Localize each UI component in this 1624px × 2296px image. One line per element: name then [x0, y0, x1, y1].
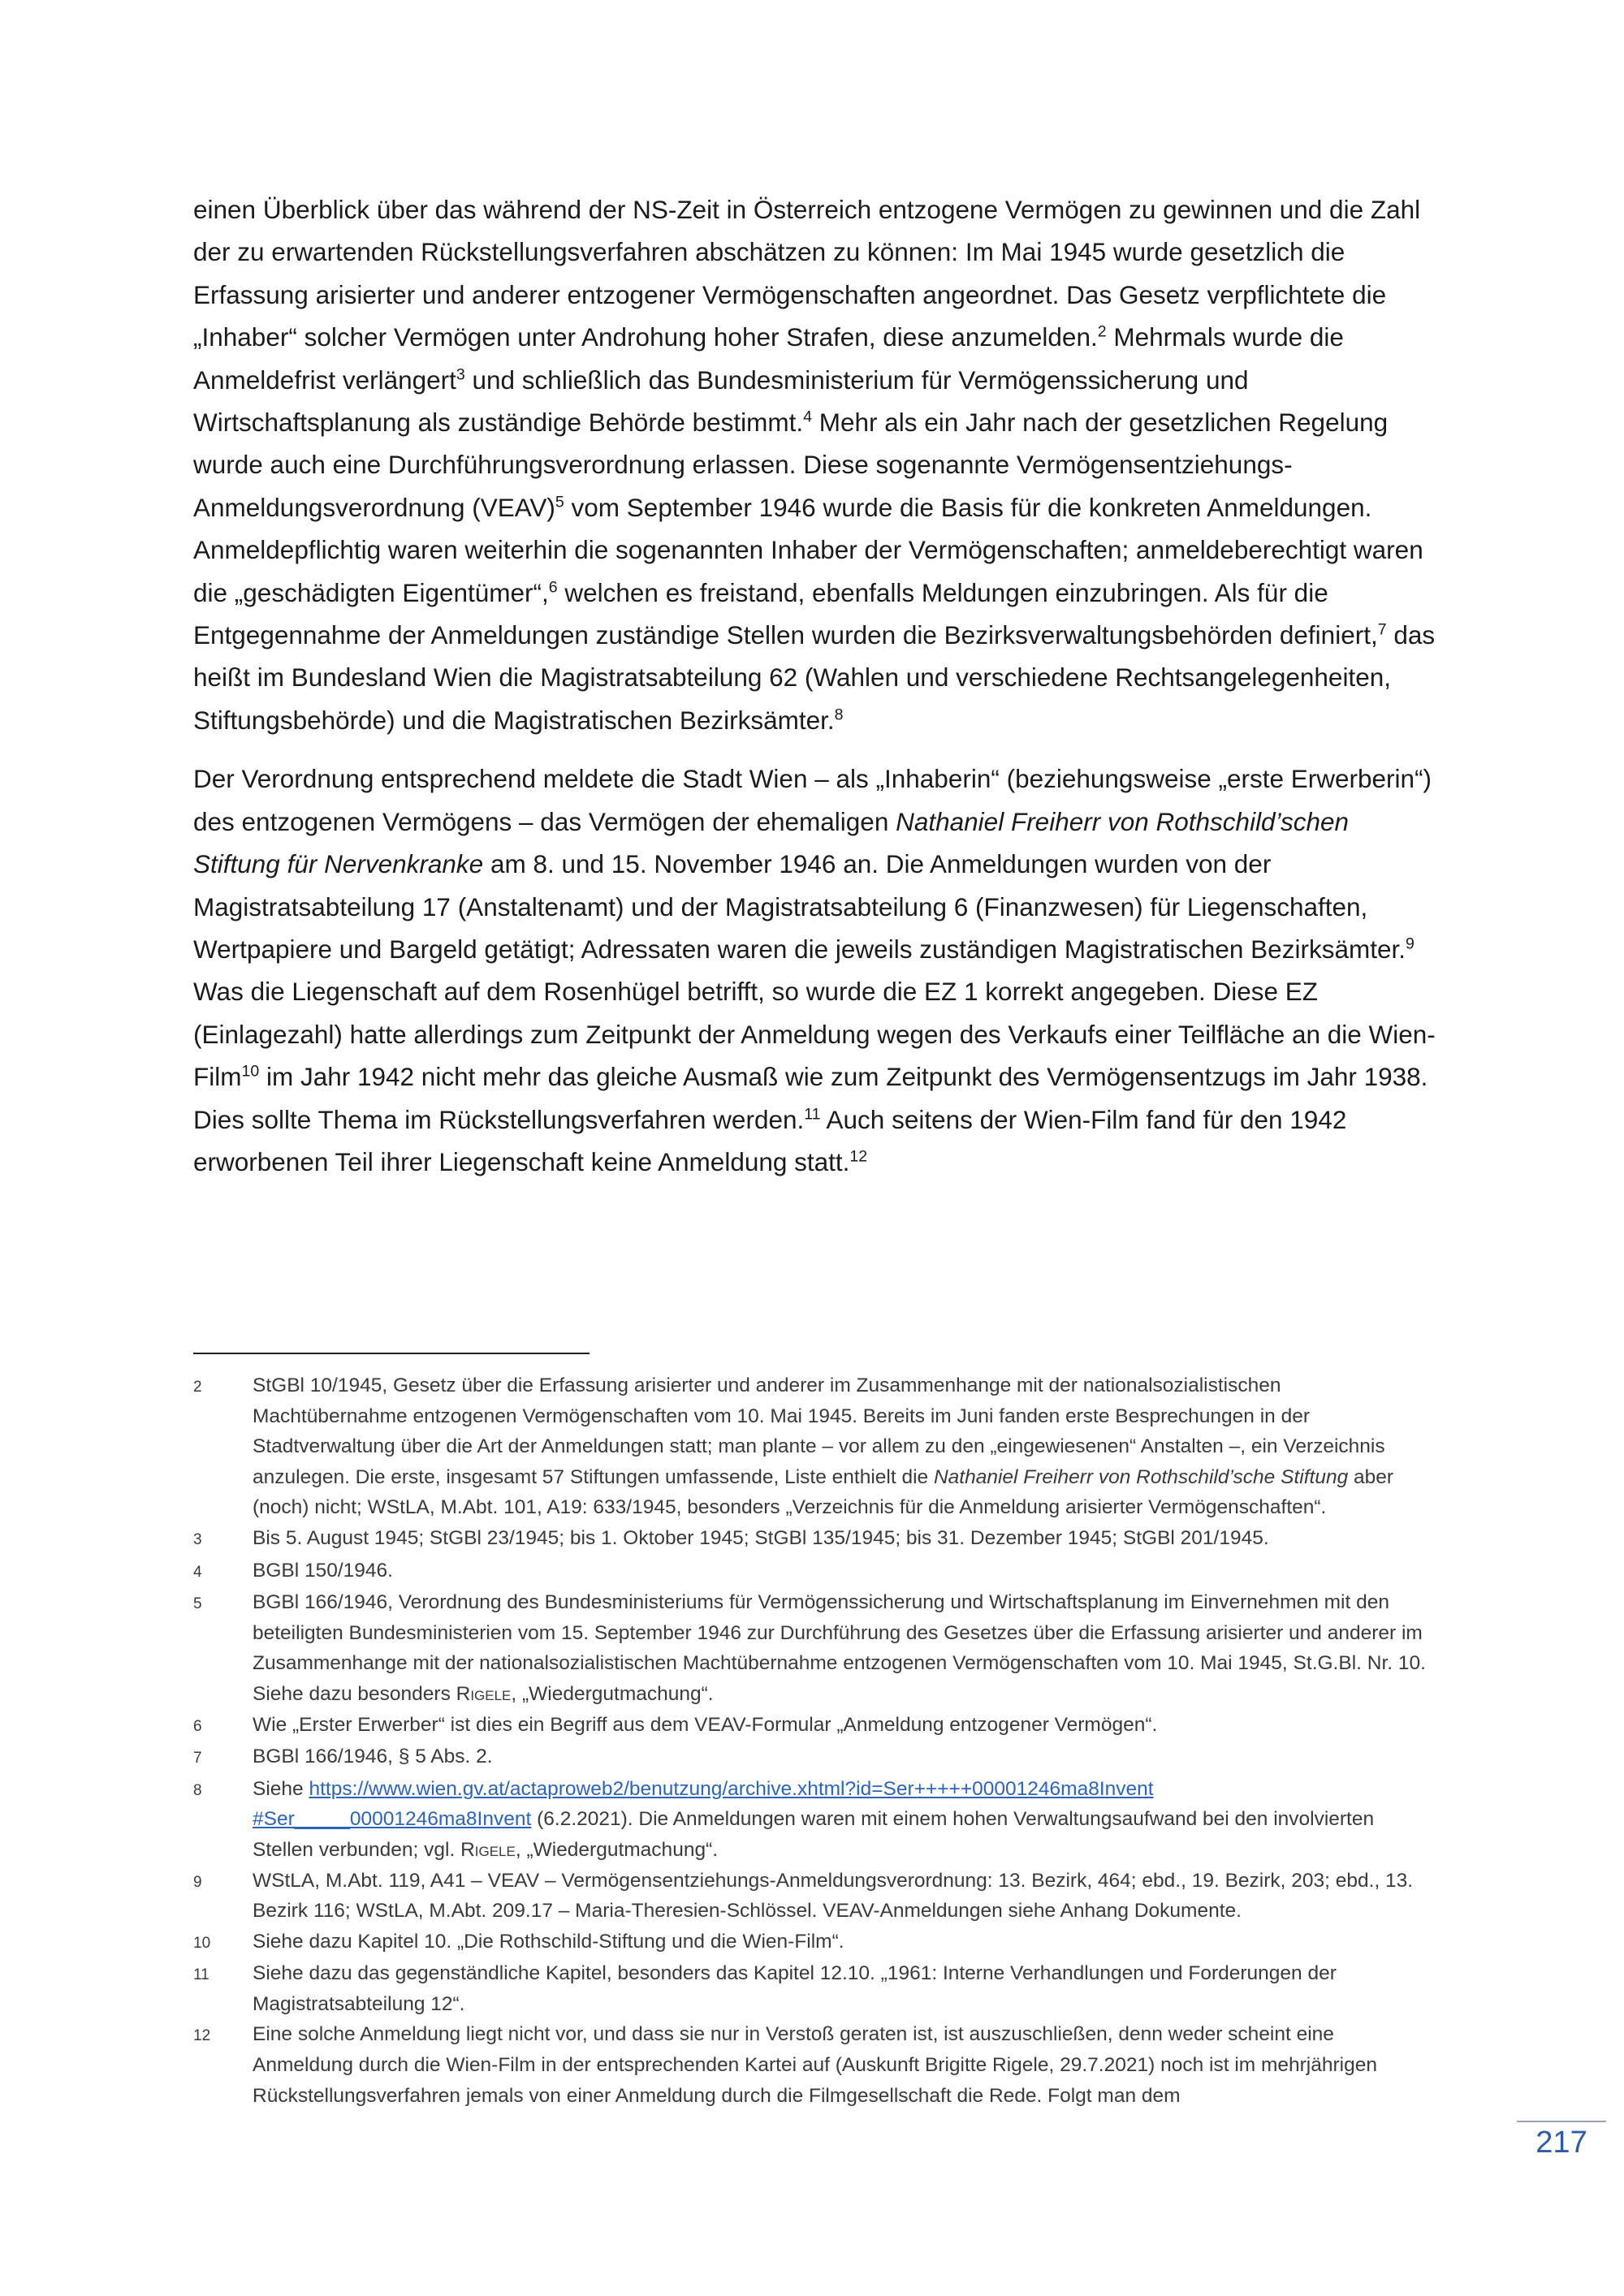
footnote-separator — [193, 1353, 590, 1354]
footnote-2: 2 StGBl 10/1945, Gesetz über die Erfassung arisierter und anderer im Zusammenhange mit der nationalsozialistischen Machtübernahme entzogenen Vermögenschaften vom 10. Mai 1945. Bereits im Juni fanden erste Besprechungen in der Stadtverwaltung über die Art der Anmeldungen statt; man plante – vor allem zu den „eingewiesenen“ Anstalten –, ein Verzeichnis anzulegen. Die erste, insgesamt 57 Stiftungen umfassende, Liste enthielt die Nathaniel Freiherr von Rothschild’sche Stiftung aber (noch) nicht; WStLA, M.Abt. 101, A19: 633/1945, besonders „Verzeichnis für die Anmeldung arisierter Vermögenschaften“. — [193, 1370, 1437, 1523]
main-text — [193, 188, 1436, 1183]
footnote-number: 4 — [193, 1563, 202, 1581]
footnote-5: 5 BGBl 166/1946, Verordnung des Bundesministeriums für Vermögenssicherung und Wirtschaftsplanung im Einvernehmen mit den beteiligten Bundesministerien vom 15. September 1946 zur Durchführung des Gesetzes über die Erfassung arisierter und anderer im Zusammenhange mit der nationalsozialistischen Machtübernahme entzogenen Vermögenschaften vom 10. Mai 1945, St.G.Bl. Nr. 10. Siehe dazu besonders Rigele, „Wiedergutmachung“. — [193, 1587, 1437, 1709]
paragraph-2: Der Verordnung entsprechend meldete die Stadt Wien – als „Inhaberin“ (beziehungsweise „erste Erwerberin“) des entzogenen Vermögens – das Vermögen der ehemaligen Nathaniel Freiherr von Rothschild’schen Stiftung für Nervenkranke am 8. und 15. November 1946 an. Die Anmeldungen wurden von der Magistratsabteilung 17 (Anstaltenamt) und der Magistratsabteilung 6 (Finanzwesen) für Liegenschaften, Wertpapiere und Bargeld getätigt; Adressaten waren die jeweils zuständigen Magistratischen Bezirksämter.$^9$ Was die Liegenschaft auf dem Rosenhügel betrifft, so wurde die EZ 1 korrekt angegeben. Diese EZ (Einlagezahl) hatte allerdings zum Zeitpunkt der Anmeldung wegen des Verkaufs einer Teilfläche an die Wien-Film$^{10}$ im Jahr 1942 nicht mehr das gleiche Ausmaß wie zum Zeitpunkt des Vermögensentzugs im Jahr 1938. Dies sollte Thema im Rückstellungsverfahren werden.$^{11}$ Auch seitens der Wien-Film fand für den 1942 erworbenen Teil ihrer Liegenschaft keine Anmeldung statt.$^{12}$ — [193, 764, 1436, 1176]
foundation-name: Nathaniel Freiherr von Rothschild’schen Stiftung für Nervenkranke — [193, 806, 1350, 879]
footnote-number: 6 — [193, 1717, 202, 1735]
footnote-3: 3 Bis 5. August 1945; StGBl 23/1945; bis 1. Oktober 1945; StGBl 135/1945; bis 31. Dezember 1945; StGBl 201/1945. — [193, 1523, 1437, 1556]
footnote-number: 8 — [193, 1781, 202, 1799]
paragraph-1: einen Überblick über das während der NS-Zeit in Österreich entzogene Vermögen zu gewinnen und die Zahl der zu erwartenden Rückstellungsverfahren abschätzen zu können: Im Mai 1945 wurde gesetzlich die Erfassung arisierter und anderer entzogener Vermögenschaften angeordnet. Das Gesetz verpflichtete die „Inhaber“ solcher Vermögen unter Androhung hoher Strafen, diese anzumelden.$^2$ Mehrmals wurde die Anmeldefrist verlängert$^3$ und schließlich das Bundesministerium für Vermögenssicherung und Wirtschaftsplanung als zuständige Behörde bestimmt.$^4$ Mehr als ein Jahr nach der gesetzlichen Regelung wurde auch eine Durchführungsverordnung erlassen. Diese sogenannte Vermögensentziehungs-Anmeldungsverordnung (VEAV)$^5$ vom September 1946 wurde die Basis für die konkreten Anmeldungen. Anmeldepflichtig waren weiterhin die sogenannten Inhaber der Vermögenschaften; anmeldeberechtigt waren die „geschädigten Eigentümer“,$^6$ welchen es freistand, ebenfalls Meldungen einzubringen. Als für die Entgegennahme der Anmeldungen zuständige Stellen wurden die Bezirksverwaltungsbehörden definiert,$^7$ das heißt im Bundesland Wien die Magistratsabteilung 62 (Wahlen und verschiedene Rechtsangelegenheiten, Stiftungsbehörde) und die Magistratischen Bezirksämter.$^8$ — [193, 195, 1436, 735]
footnote-number: 11 — [193, 1966, 209, 1984]
footnote-number: 3 — [193, 1530, 202, 1548]
footnote-number: 12 — [193, 2027, 211, 2045]
author-name: Rigele — [456, 1682, 512, 1705]
footnote-number: 5 — [193, 1595, 202, 1613]
footnote-ref-5[interactable]: 5 — [555, 493, 564, 511]
footnotes — [193, 1370, 1437, 2111]
footnote-number: 2 — [193, 1379, 202, 1396]
footnote-number: 9 — [193, 1873, 202, 1891]
footnote-ref-11[interactable]: 11 — [804, 1105, 821, 1124]
footnote-9: 9 WStLA, M.Abt. 119, A41 – VEAV – Vermögensentziehungs-Anmeldungsverordnung: 13. Bezirk, 464; ebd., 19. Bezirk, 203; ebd., 13. Bezirk 116; WStLA, M.Abt. 209.17 – Maria-Theresien-Schlössel. VEAV-Anmeldungen siehe Anhang Dokumente. — [193, 1866, 1437, 1927]
author-name: Rigele — [460, 1838, 516, 1861]
footnote-8: 8 Siehe https://www.wien.gv.at/actaproweb2/benutzung/archive.xhtml?id=Ser+++++00001246ma8Invent #Ser_____00001246ma8Invent (6.2.2021). Die Anmeldungen waren mit einem hohen Verwaltungsaufwand bei den involvierten Stellen verbunden; vgl. Rigele, „Wiedergutmachung“. — [193, 1774, 1437, 1866]
page-number-rule — [1517, 2121, 1606, 2122]
footnote-ref-10[interactable]: 10 — [241, 1062, 260, 1081]
footnote-11: 11 Siehe dazu das gegenständliche Kapitel, besonders das Kapitel 12.10. „1961: Interne Verhandlungen und Forderungen der Magistratsabteilung 12“. — [193, 1958, 1437, 2019]
footnote-ref-8[interactable]: 8 — [834, 706, 844, 724]
footnote-ref-7[interactable]: 7 — [1377, 620, 1387, 639]
footnote-ref-6[interactable]: 6 — [548, 578, 558, 597]
footnote-ref-2[interactable]: 2 — [1097, 322, 1107, 341]
footnote-number: 10 — [193, 1934, 211, 1952]
footnote-4: 4 BGBl 150/1946. — [193, 1556, 1437, 1588]
footnote-ref-4[interactable]: 4 — [803, 408, 812, 426]
footnote-number: 7 — [193, 1750, 202, 1767]
footnote-ref-12[interactable]: 12 — [849, 1147, 868, 1166]
footnote-6: 6 Wie „Erster Erwerber“ ist dies ein Begriff aus dem VEAV-Formular „Anmeldung entzogener Vermögen“. — [193, 1710, 1437, 1742]
page-number: 217 — [1535, 2126, 1587, 2160]
footnote-7: 7 BGBl 166/1946, § 5 Abs. 2. — [193, 1741, 1437, 1774]
archive-link[interactable]: https://www.wien.gv.at/actaproweb2/benutzung/archive.xhtml?id=Ser+++++00001246ma8Invent #Ser_____00001246ma8Invent — [253, 1777, 1154, 1831]
footnote-ref-9[interactable]: 9 — [1405, 934, 1415, 953]
footnote-12: 12 Eine solche Anmeldung liegt nicht vor, und dass sie nur in Verstoß geraten ist, ist auszuschließen, denn weder scheint eine Anmeldung durch die Wien-Film in der entsprechenden Kartei auf (Auskunft Brigitte Rigele, 29.7.2021) noch ist im mehrjährigen Rückstellungsverfahren jemals von einer Anmeldung durch die Filmgesellschaft die Rede. Folgt man dem — [193, 2019, 1437, 2111]
footnote-10: 10 Siehe dazu Kapitel 10. „Die Rothschild-Stiftung und die Wien-Film“. — [193, 1927, 1437, 1959]
footnote-ref-3[interactable]: 3 — [456, 365, 465, 384]
